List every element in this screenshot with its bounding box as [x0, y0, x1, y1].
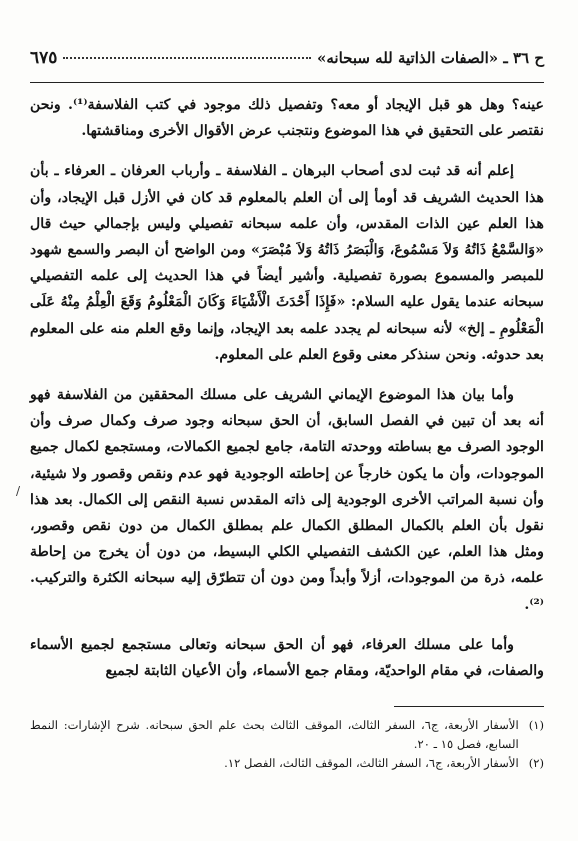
page-number: ٦٧٥	[30, 48, 58, 68]
running-header-title: ح ٣٦ ـ «الصفات الذاتية لله سبحانه»	[317, 49, 544, 67]
leader-dots	[63, 57, 311, 59]
paragraph-1: عينه؟ وهل هو قبل الإيجاد أو معه؟ وتفصيل ذلك موجود في كتب الفلاسفة⁽¹⁾. ونحن نقتصر على التحقيق في هذا الموضوع ونتجنب عرض الأقوال الأخرى ومناقشتها.	[30, 97, 544, 140]
paragraph-3: وأما بيان هذا الموضوع الإيماني الشريف على مسلك المحققين من الفلاسفة فهو أنه بعد أن تبين في الفصل السابق، أن الحق سبحانه وجود صرف وكمال صرف وأن الوجود الصرف مع بساطته ووحدته التامة، جامع لجميع الكمالات، ومستجمع لكمال جميع الموجودات، وأن ما يكون خارجاً عن إحاطته الوجودية فهو عدم ونقص وقصور ولا شيئية، وأن نسبة المراتب الأخرى الوجودية إلى ذاته المقدس نسبة النقص إلى الكمال. بعد هذا نقول بأن العلم بالكمال المطلق الكمال علم بمطلق الكمال من دون نقص وقصور، ومثل هذا العلم، عين الكشف التفصيلي الكلي البسيط، من دون أن يخرج من إحاطة علمه، ذرة من الموجودات، أزلاً وأبداً ومن دون أن تتطرّق إليه سبحانه الكثرة والتركيب. ⁽²⁾.	[30, 387, 544, 613]
footnote-number: (٢)	[528, 756, 544, 770]
margin-mark: /	[16, 484, 21, 498]
footnote-text: الأسفار الأربعة، ج٦، السفر الثالث، الموقف الثالث، الفصل ١٢.	[224, 756, 519, 770]
footnote-text: الأسفار الأربعة، ج٦، السفر الثالث، الموقف الثالث بحث علم الحق سبحانه. شرح الإشارات: النمط السابع، فصل ١٥ ـ ٢٠.	[30, 718, 519, 751]
footnote-rule	[394, 706, 544, 707]
footnote-number: (١)	[528, 718, 544, 732]
footnotes	[30, 716, 544, 773]
paragraph-2: إعلم أنه قد ثبت لدى أصحاب البرهان ـ الفلاسفة ـ وأرباب العرفان ـ العرفاء ـ بأن هذا الحديث الشريف قد أومأ إلى أن العلم بالمعلوم قد كان في الأزل قبل الإيجاد، وأن هذا العلم عين الذات المقدس، وأن علمه سبحانه تفصيلي وليس بإجمالي حيث قال «وَالسَّمْعُ ذَاتُهُ وَلاَ مَسْمُوعَ، وَالْبَصَرُ ذَاتُهُ وَلاَ مُبْصَرَ» ومن الواضح أن البصر والسمع شهود للمبصر والمسموع بصورة تفصيلية. وأشير أيضاً في هذا الحديث إلى علمه التفصيلي سبحانه عندما يقول عليه السلام: «فَإِذَا أَحْدَثَ الْأَشْيَاءَ وَكَانَ الْمَعْلُومُ وَقَعَ الْعِلْمُ مِنْهُ عَلَى الْمَعْلُومِ ـ إلخ» لأنه سبحانه لم يجدد علمه بعد الإيجاد، وإنما وقع العلم منه على المعلوم بعد حدوثه. ونحن سنذكر معنى وقوع العلم على المعلوم.	[30, 163, 544, 363]
footnote-2	[30, 754, 544, 773]
running-header	[30, 48, 544, 68]
header-rule	[30, 82, 544, 83]
main-text	[30, 92, 544, 684]
paragraph-4: وأما على مسلك العرفاء، فهو أن الحق سبحانه وتعالى مستجمع لجميع الأسماء والصفات، في مقام الواحديّة، ومقام جمع الأسماء، وأن الأعيان الثابتة لجميع	[30, 636, 544, 680]
footnote-1	[30, 716, 544, 754]
